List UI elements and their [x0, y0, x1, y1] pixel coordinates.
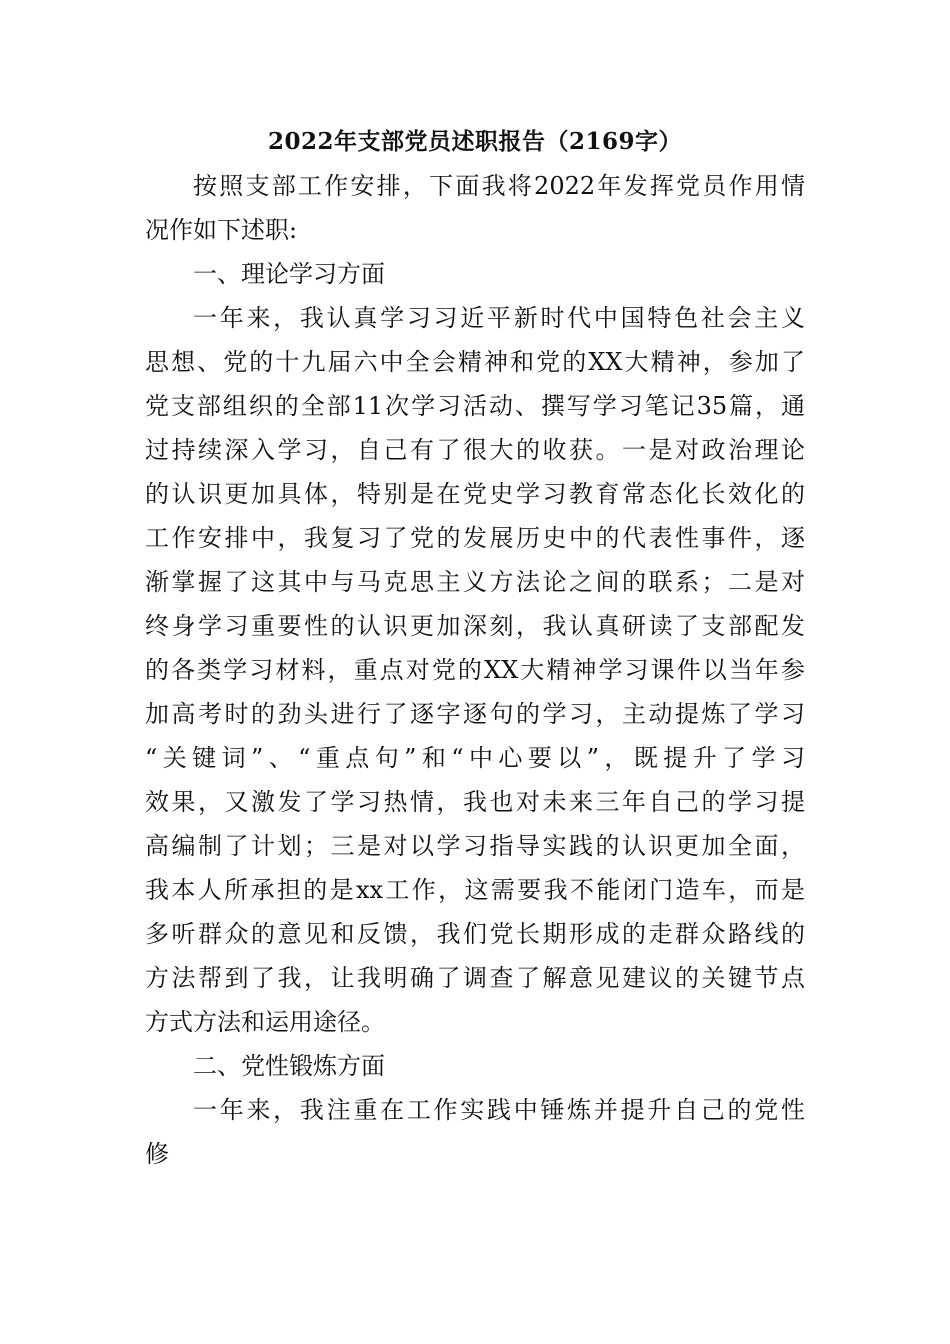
paragraph-line: “关键词”、“重点句”和“中心要以”，既提升了学习 [145, 744, 805, 772]
paragraph-line: 党支部组织的全部11次学习活动、撰写学习笔记35篇，通 [145, 392, 805, 420]
paragraph-line: 思想、党的十九届六中全会精神和党的XX大精神，参加了 [145, 348, 805, 376]
paragraph-line: 渐掌握了这其中与马克思主义方法论之间的联系；二是对 [145, 568, 805, 596]
document-title: 2022年支部党员述职报告（2169字） [267, 128, 683, 155]
section-heading: 一、理论学习方面 [193, 260, 385, 288]
paragraph-line: 修 [145, 1140, 169, 1168]
section-heading: 二、党性锻炼方面 [193, 1052, 385, 1080]
paragraph-line: 况作如下述职: [145, 216, 298, 244]
paragraph-line: 过持续深入学习，自己有了很大的收获。一是对政治理论 [145, 436, 805, 464]
paragraph-line: 我本人所承担的是xx工作，这需要我不能闭门造车，而是 [145, 876, 805, 904]
paragraph-line: 效果，又激发了学习热情，我也对未来三年自己的学习提 [145, 788, 805, 816]
paragraph-line: 的认识更加具体，特别是在党史学习教育常态化长效化的 [145, 480, 805, 508]
document-body [145, 164, 805, 1176]
paragraph-line: 高编制了计划；三是对以学习指导实践的认识更加全面， [145, 832, 805, 860]
paragraph-line: 一年来，我认真学习习近平新时代中国特色社会主义 [193, 304, 805, 332]
paragraph-line: 一年来，我注重在工作实践中锤炼并提升自己的党性 [193, 1096, 805, 1124]
paragraph-line: 终身学习重要性的认识更加深刻，我认真研读了支部配发 [145, 612, 805, 640]
paragraph-line: 的各类学习材料，重点对党的XX大精神学习课件以当年参 [145, 656, 805, 684]
paragraph-line: 方式方法和运用途径。 [145, 1008, 385, 1036]
paragraph-line: 方法帮到了我，让我明确了调查了解意见建议的关键节点 [145, 964, 805, 992]
paragraph-line: 工作安排中，我复习了党的发展历史中的代表性事件，逐 [145, 524, 805, 552]
paragraph-line: 加高考时的劲头进行了逐字逐句的学习，主动提炼了学习 [145, 700, 805, 728]
paragraph-line: 按照支部工作安排，下面我将2022年发挥党员作用情 [193, 172, 805, 200]
paragraph-line: 多听群众的意见和反馈，我们党长期形成的走群众路线的 [145, 920, 805, 948]
